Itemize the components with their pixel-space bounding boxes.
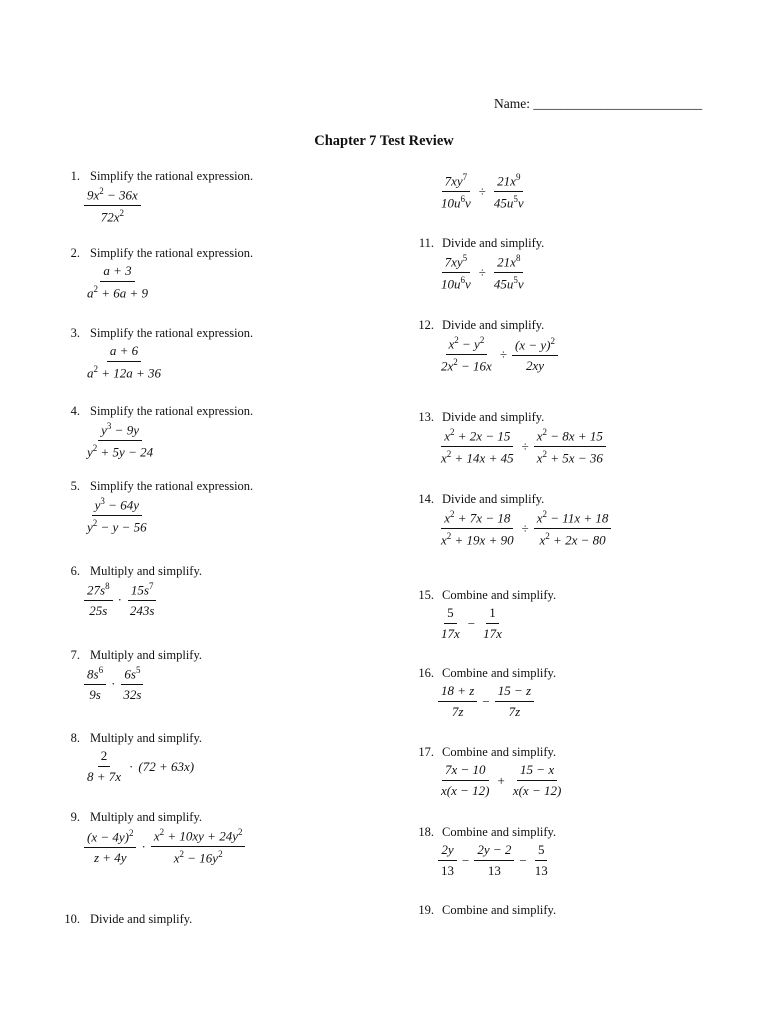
expression: $\frac{5}{17x}$ − $\frac{1}{17x}$ — [441, 605, 502, 641]
expression: $\frac{18 + z}{7z}$ − $\frac{15 - z}{7z}$ — [438, 683, 556, 720]
problem-12: 12. Divide and simplify. $\frac{x^2 - y^2}{2x^2 - 16x}$ ÷ $\frac{(x - y)^2}{2xy}$ — [404, 318, 558, 375]
problem-18: 18. Combine and simplify. $\frac{2y}{13}$ − $\frac{2y - 2}{13}$ − $\frac{5}{13}$ — [418, 825, 557, 878]
problem-9: 9. Multiply and simplify. $\frac{(x - 4y)^2}{z + 4y}$ · $\frac{x^2 + 10xy + 24y^2}{x^2 - 16y^2}$ — [52, 810, 245, 867]
expression: $\frac{a + 3}{a^2 + 6a + 9}$ — [87, 263, 149, 301]
expression: $\frac{2}{8 + 7x}$ · (72 + 63x) — [87, 748, 195, 784]
problem-16: 16. Combine and simplify. $\frac{18 + z}{7z}$ − $\frac{15 - z}{7z}$ — [418, 666, 557, 719]
problem-17: 17. Combine and simplify. $\frac{7x - 10}{x(x - 12)}$ + $\frac{15 - x}{x(x - 12)}$ — [404, 745, 564, 799]
problem-14: 14. Divide and simplify. $\frac{x^2 + 7x - 18}{x^2 + 19x + 90}$ ÷ $\frac{x^2 - 11x + 18}{x^2 + 2x - 80}$ — [404, 492, 611, 549]
problem-6: 6. Multiply and simplify. $\frac{27s^8}{25s}$ · $\frac{15s^7}{243s}$ — [70, 564, 203, 619]
expression: $\frac{7x - 10}{x(x - 12)}$ + $\frac{15 - x}{x(x - 12)}$ — [441, 762, 562, 798]
problem-19: 19. Combine and simplify. — [418, 903, 557, 917]
expression: $\frac{x^2 - y^2}{2x^2 - 16x}$ ÷ $\frac{(x - y)^2}{2xy}$ — [438, 335, 558, 375]
problem-13: 13. Divide and simplify. $\frac{x^2 + 2x - 15}{x^2 + 14x + 45}$ ÷ $\frac{x^2 - 8x + 15}{x^2 + 5x - 36}$ — [404, 410, 606, 467]
problem-7: 7. Multiply and simplify. $\frac{8s^6}{9s}$ · $\frac{6s^5}{32s}$ — [70, 648, 203, 703]
expression: $\frac{27s^8}{25s}$ · $\frac{15s^7}{243s}$ — [84, 581, 202, 619]
expression: $\frac{y^3 - 64y}{y^2 - y - 56}$ — [87, 496, 147, 535]
name-field-label: Name: _________________________ — [494, 96, 703, 111]
problem-11: 11. Divide and simplify. $\frac{7xy^5}{10u^6v}$ ÷ $\frac{21x^8}{45u^5v}$ — [418, 236, 545, 292]
expression: $\frac{y^3 - 9y}{y^2 + 5y - 24}$ — [87, 421, 154, 460]
problem-3: 3. Simplify the rational expression. $\frac{a + 6}{a^2 + 12a + 36}$ — [70, 326, 254, 381]
expression: $\frac{(x - 4y)^2}{z + 4y}$ · $\frac{x^2 + 10xy + 24y^2}{x^2 - 16y^2}$ — [84, 827, 245, 867]
page-title: Chapter 7 Test Review — [314, 133, 454, 149]
problem-1: 1. Simplify the rational expression. $\frac{9x^2 - 36x}{72x^2}$ — [70, 169, 254, 225]
expression: $\frac{7xy^7}{10u^6v}$ ÷ $\frac{21x^9}{45u^5v}$ — [441, 172, 524, 211]
problem-10: 10. Divide and simplify. — [64, 912, 193, 926]
expression: $\frac{a + 6}{a^2 + 12a + 36}$ — [87, 343, 162, 381]
problem-15: 15. Combine and simplify. $\frac{5}{17x}$ − $\frac{1}{17x}$ — [418, 588, 557, 641]
expression: $\frac{7xy^5}{10u^6v}$ ÷ $\frac{21x^8}{45u^5v}$ — [441, 253, 524, 292]
expression: $\frac{x^2 + 7x - 18}{x^2 + 19x + 90}$ ÷ $\frac{x^2 - 11x + 18}{x^2 + 2x - 80}$ — [438, 509, 611, 549]
problem-10-expression — [404, 170, 527, 212]
problem-5: 5. Simplify the rational expression. $\frac{y^3 - 64y}{y^2 - y - 56}$ — [70, 479, 254, 535]
problem-8: 8. Multiply and simplify. $\frac{2}{8 + 7x}$ · (72 + 63x) — [70, 731, 203, 784]
problem-2: 2. Simplify the rational expression. $\frac{a + 3}{a^2 + 6a + 9}$ — [70, 246, 254, 301]
expression: $\frac{x^2 + 2x - 15}{x^2 + 14x + 45}$ ÷ $\frac{x^2 - 8x + 15}{x^2 + 5x - 36}$ — [438, 427, 606, 467]
expression: $\frac{9x^2 - 36x}{72x^2}$ — [84, 186, 253, 226]
problem-4: 4. Simplify the rational expression. $\frac{y^3 - 9y}{y^2 + 5y - 24}$ — [70, 404, 254, 460]
expression: $\frac{8s^6}{9s}$ · $\frac{6s^5}{32s}$ — [84, 665, 202, 703]
expression: $\frac{2y}{13}$ − $\frac{2y - 2}{13}$ − $\frac{5}{13}$ — [438, 842, 556, 879]
